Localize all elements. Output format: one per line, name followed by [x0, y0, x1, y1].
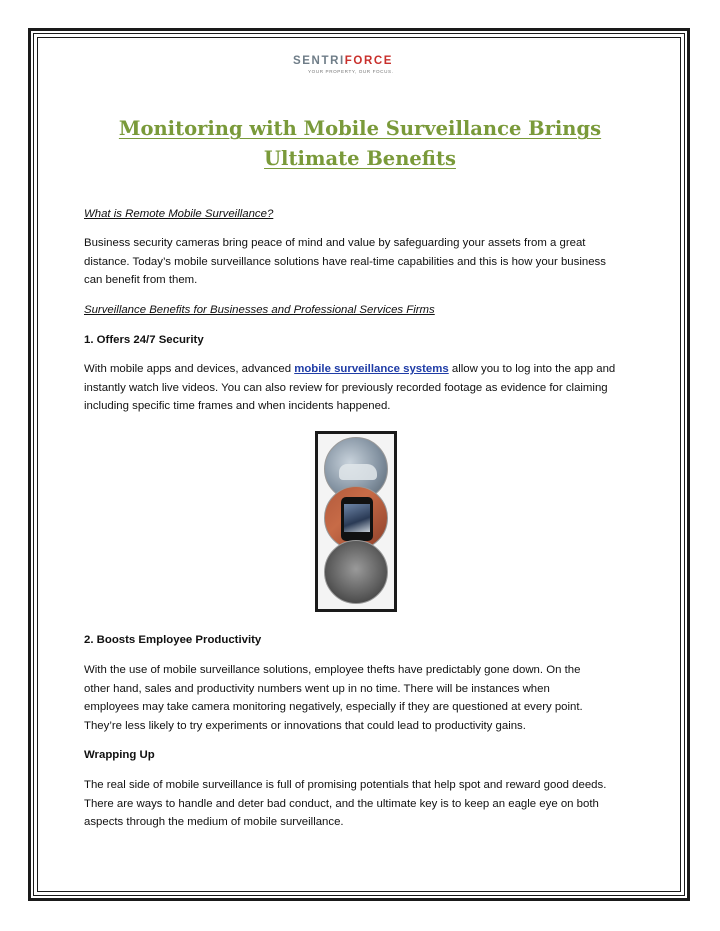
- section-heading-what: What is Remote Mobile Surveillance?: [84, 208, 274, 220]
- wrap-line-2: There are ways to handle and deter bad conduct, and the ultimate key is to keep an eagle eye on both: [84, 797, 599, 810]
- heading-employee-productivity: 2. Boosts Employee Productivity: [84, 634, 262, 646]
- phone-screen: [344, 504, 370, 532]
- heading-offers-security: 1. Offers 24/7 Security: [84, 334, 204, 346]
- intro-line-3: can benefit from them.: [84, 274, 198, 287]
- wrap-line-3: aspects through the medium of mobile surveillance.: [84, 816, 344, 829]
- productivity-paragraph: [84, 661, 644, 735]
- heading-wrapping-up: Wrapping Up: [84, 749, 155, 761]
- security-paragraph: [84, 360, 644, 416]
- security-line-1-end: allow you to log into the app and: [448, 363, 616, 375]
- productivity-line-1: With the use of mobile surveillance solutions, employee thefts have predictably gone down. On the: [84, 664, 581, 676]
- title-line-1: Monitoring with Mobile Surveillance Brings: [118, 117, 602, 140]
- night-camera-thumbnail: [324, 540, 388, 604]
- security-line-2: instantly watch live videos. You can also review for previously recorded footage as evidence for claiming: [84, 381, 608, 394]
- title-line-2: Ultimate Benefits: [264, 147, 456, 170]
- intro-line-1: Business security cameras bring peace of mind and value by safeguarding your assets from a great: [84, 237, 586, 249]
- wrapping-up-paragraph: [84, 776, 644, 832]
- intro-paragraph: [84, 234, 644, 290]
- car-shape: [339, 464, 377, 480]
- logo-text-sentri: SENTRI: [293, 55, 345, 67]
- page-title: [84, 114, 636, 174]
- mobile-surveillance-image: [315, 431, 397, 612]
- security-line-1-start: With mobile apps and devices, advanced: [84, 363, 295, 375]
- productivity-line-3: employees may take camera monitoring negatively, especially if they are questioned at every point.: [84, 701, 583, 714]
- logo-text-force: FORCE: [344, 55, 394, 67]
- logo-wordmark: [293, 56, 403, 67]
- section-heading-benefits: Surveillance Benefits for Businesses and Professional Services Firms: [84, 304, 435, 316]
- smartphone-icon: [341, 497, 373, 541]
- productivity-line-4: They’re less likely to try experiments or innovations that could lead to productivity gains.: [84, 719, 526, 732]
- logo-tagline: YOUR PROPERTY, OUR FOCUS.: [308, 69, 394, 74]
- wrap-line-1: The real side of mobile surveillance is full of promising potentials that help spot and reward good deeds.: [84, 779, 607, 791]
- mobile-surveillance-systems-link[interactable]: mobile surveillance systems: [294, 363, 449, 375]
- intro-line-2: distance. Today’s mobile surveillance solutions have real-time capabilities and this is how your business: [84, 255, 606, 268]
- sentriforce-logo: [293, 56, 403, 78]
- security-line-3: including specific time frames and when incidents happened.: [84, 400, 391, 413]
- productivity-line-2: other hand, sales and productivity numbers went up in no time. There will be instances when: [84, 682, 550, 695]
